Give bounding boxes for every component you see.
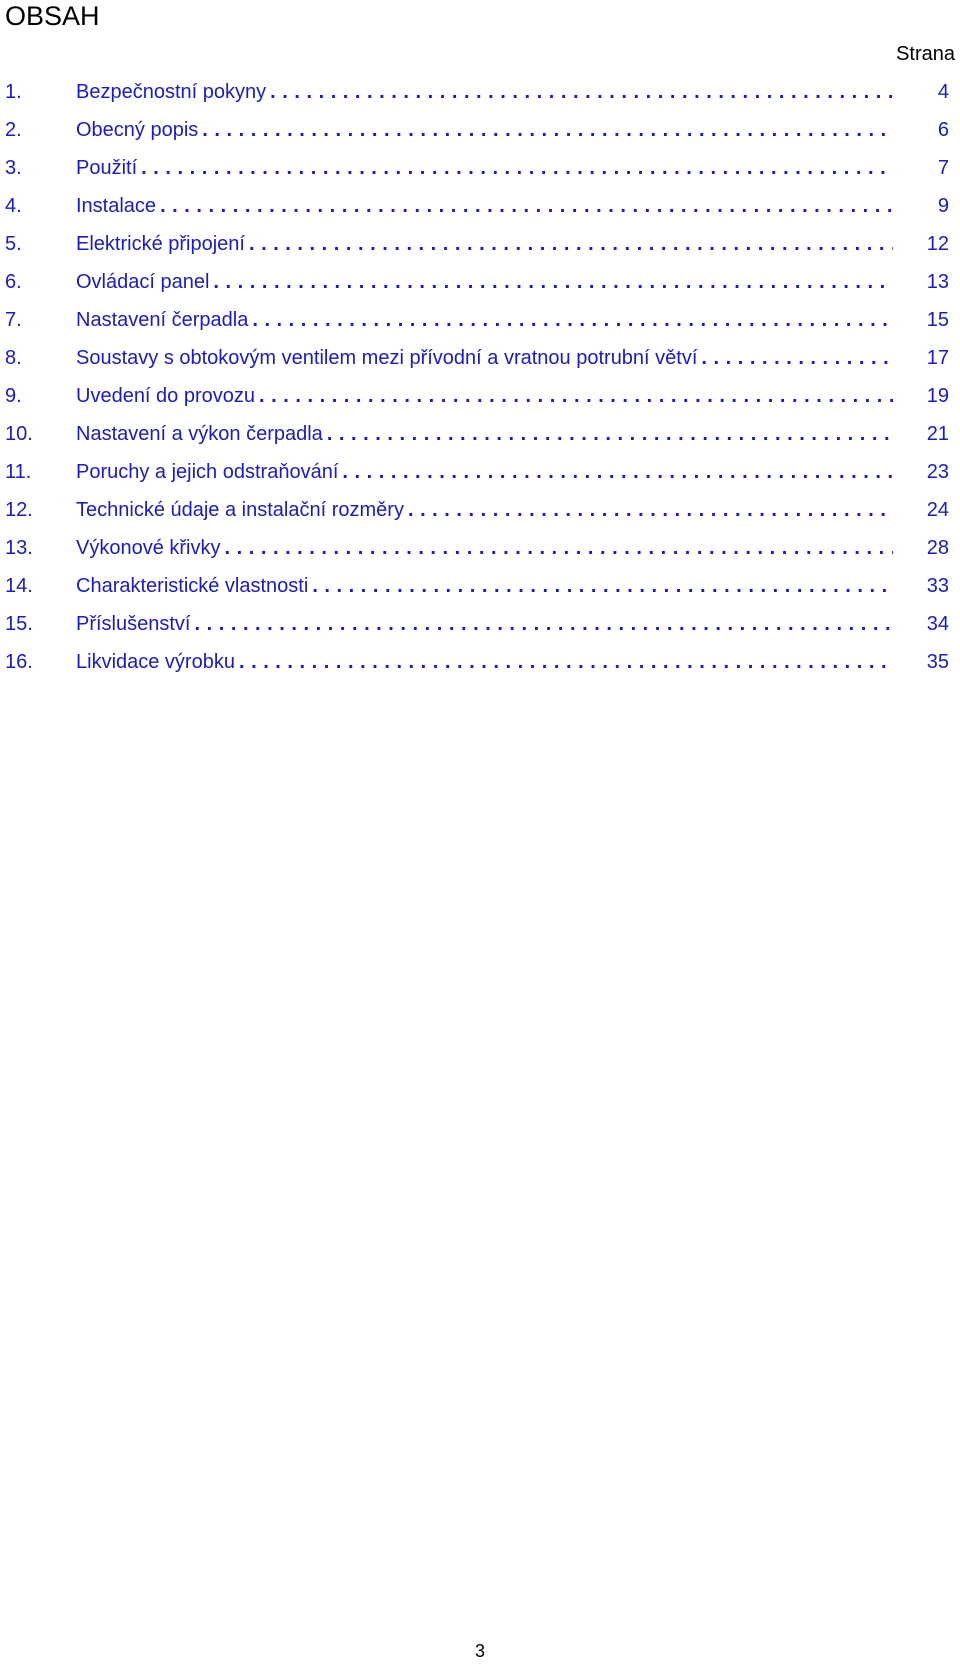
toc-entry-title: Bezpečnostní pokyny [76,81,267,103]
toc-entry-page: 6 [937,119,949,141]
toc-entry-page: 21 [926,423,949,445]
toc-entry-title: Elektrické připojení [76,233,245,255]
toc-entry-title: Poruchy a jejich odstraňování [76,461,339,483]
toc-entry-number: 7. [5,309,22,331]
toc-entry-page: 15 [926,309,949,331]
toc-entry-page: 9 [937,195,949,217]
toc-entry-title: Nastavení a výkon čerpadla [76,423,323,445]
toc-entry-title: Ovládací panel [76,271,210,293]
toc-entry-number: 9. [5,385,22,407]
toc-entry-number: 13. [5,537,33,559]
toc-entry-number: 5. [5,233,22,255]
toc-entry-5[interactable] [5,225,949,263]
toc-entry-number: 15. [5,613,33,635]
dot-leader [312,567,893,605]
dot-leader [252,301,893,339]
toc-entry-title: Obecný popis [76,119,199,141]
toc-entry-3[interactable] [5,149,949,187]
dot-leader [141,149,893,187]
dot-leader [239,643,893,681]
page-title: OBSAH [5,1,100,31]
toc-entry-12[interactable] [5,491,949,529]
toc-entry-number: 10. [5,423,33,445]
toc-entry-page: 33 [926,575,949,597]
toc-entry-title: Výkonové křivky [76,537,221,559]
toc-entry-4[interactable] [5,187,949,225]
dot-leader [225,529,894,567]
dot-leader [202,111,893,149]
toc-entry-number: 2. [5,119,22,141]
toc-entry-number: 11. [5,461,32,483]
toc-entry-page: 7 [937,157,949,179]
toc-entry-1[interactable] [5,73,949,111]
toc-entry-page: 19 [926,385,949,407]
toc-entry-number: 8. [5,347,22,369]
toc-entry-page: 17 [926,347,949,369]
dot-leader [160,187,893,225]
toc-entry-9[interactable] [5,377,949,415]
page-column-header: Strana [896,43,955,65]
toc-entry-number: 1. [5,81,22,103]
toc-entry-number: 14. [5,575,33,597]
toc-entry-page: 35 [926,651,949,673]
toc-entry-title: Soustavy s obtokovým ventilem mezi přívodní a vratnou potrubní větví [76,347,698,369]
toc-entry-10[interactable] [5,415,949,453]
toc-entry-number: 4. [5,195,22,217]
toc-entry-8[interactable] [5,339,949,377]
toc-entry-number: 12. [5,499,33,521]
dot-leader [194,605,893,643]
toc-entry-number: 3. [5,157,22,179]
toc-entry-title: Použití [76,157,138,179]
toc-entry-11[interactable] [5,453,949,491]
toc-entry-title: Instalace [76,195,157,217]
dot-leader [259,377,893,415]
toc-entry-title: Likvidace výrobku [76,651,235,673]
toc-entry-title: Charakteristické vlastnosti [76,575,309,597]
dot-leader [408,491,893,529]
toc-entry-page: 4 [937,81,949,103]
toc-entry-page: 23 [926,461,949,483]
dot-leader [342,453,893,491]
dot-leader [249,225,893,263]
toc-entry-14[interactable] [5,567,949,605]
page-number: 3 [474,1641,485,1661]
toc-entry-page: 34 [926,613,949,635]
toc-entry-title: Uvedení do provozu [76,385,256,407]
dot-leader [327,415,893,453]
toc-entry-7[interactable] [5,301,949,339]
toc-entry-16[interactable] [5,643,949,681]
toc-entry-page: 12 [926,233,949,255]
toc-entry-page: 24 [926,499,949,521]
table-of-contents [5,73,949,681]
toc-entry-15[interactable] [5,605,949,643]
toc-entry-number: 16. [5,651,33,673]
toc-entry-title: Příslušenství [76,613,191,635]
toc-entry-6[interactable] [5,263,949,301]
dot-leader [701,339,893,377]
toc-entry-page: 13 [926,271,949,293]
toc-entry-2[interactable] [5,111,949,149]
toc-entry-title: Nastavení čerpadla [76,309,249,331]
toc-entry-title: Technické údaje a instalační rozměry [76,499,404,521]
dot-leader [270,73,893,111]
toc-entry-page: 28 [926,537,949,559]
toc-entry-number: 6. [5,271,22,293]
dot-leader [213,263,893,301]
toc-entry-13[interactable] [5,529,949,567]
